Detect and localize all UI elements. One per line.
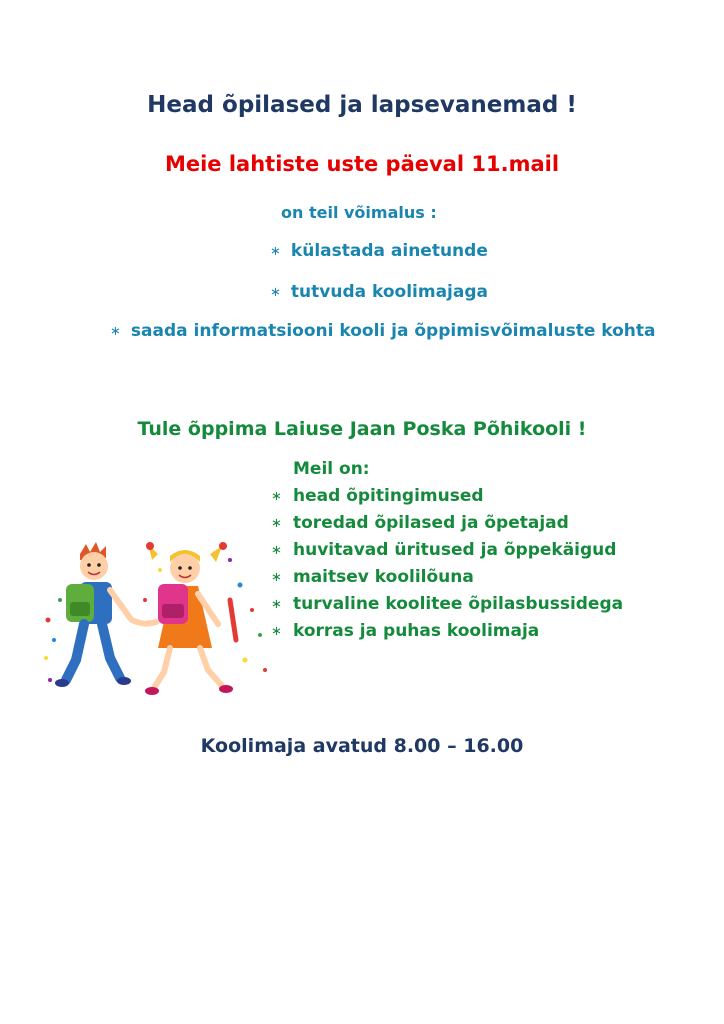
feature-text: head õpitingimused: [293, 486, 484, 506]
list-item: [271, 513, 623, 540]
list-item: [271, 486, 623, 513]
feature-text: huvitavad üritused ja õppekäigud: [293, 540, 617, 560]
asterisk-bullet-icon: ∗: [271, 570, 282, 585]
feature-text: korras ja puhas koolimaja: [293, 621, 540, 641]
option-text: külastada ainetunde: [290, 241, 488, 261]
features-label: Meil on:: [293, 459, 370, 479]
opening-hours: Koolimaja avatud 8.00 – 16.00: [200, 735, 524, 757]
feature-text: turvaline koolitee õpilasbussidega: [293, 594, 624, 614]
asterisk-bullet-icon: ∗: [271, 624, 282, 639]
girl-figure-icon: [145, 542, 236, 695]
boy-figure-icon: [55, 542, 131, 687]
features-label-row: [271, 459, 623, 486]
asterisk-bullet-icon: ∗: [271, 597, 282, 612]
asterisk-bullet-icon: ∗: [271, 543, 282, 558]
list-item: [271, 540, 623, 567]
option-item: [270, 282, 488, 302]
intro-text: on teil võimalus :: [281, 203, 437, 222]
asterisk-bullet-icon: ∗: [271, 489, 282, 504]
option-item: [270, 241, 488, 261]
feature-text: toredad õpilased ja õpetajad: [293, 513, 569, 533]
asterisk-bullet-icon: ∗: [270, 244, 281, 259]
asterisk-bullet-icon: ∗: [271, 516, 282, 531]
event-date-heading: Meie lahtiste uste päeval 11.mail: [164, 152, 560, 176]
option-item: [110, 321, 656, 341]
option-text: tutvuda koolimajaga: [290, 282, 488, 302]
asterisk-bullet-icon: ∗: [110, 324, 121, 339]
list-item: [271, 621, 623, 648]
features-list: [271, 459, 623, 648]
invitation-heading: Tule õppima Laiuse Jaan Poska Põhikooli !: [137, 418, 587, 440]
feature-text: maitsev koolilõuna: [293, 567, 474, 587]
option-text: saada informatsiooni kooli ja õppimisvõimaluste kohta: [130, 321, 656, 341]
asterisk-bullet-icon: ∗: [270, 285, 281, 300]
list-item: [271, 594, 623, 621]
list-item: [271, 567, 623, 594]
school-children-illustration: [40, 540, 270, 705]
page-title: Head õpilased ja lapsevanemad !: [147, 92, 577, 118]
